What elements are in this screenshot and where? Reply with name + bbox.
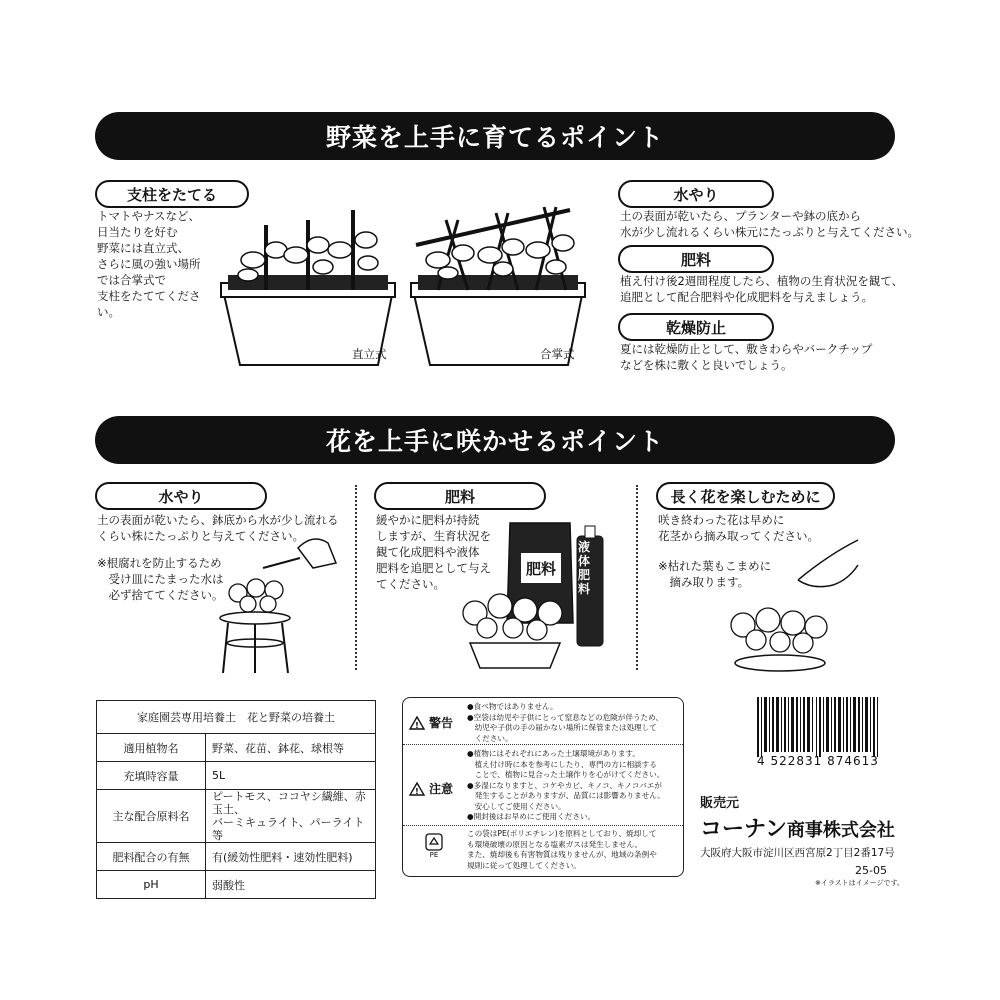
pe-label: PE (429, 851, 439, 859)
svg-text:肥料: 肥料 (525, 560, 557, 578)
seller-label: 販売元 (700, 796, 740, 811)
upright-label: 直立式 (352, 347, 387, 361)
divider-2 (636, 485, 638, 670)
dry-text: 夏には乾燥防止として、敷きわらやバークチップ などを株に敷くと良いでしょう。 (620, 342, 873, 372)
veg-water-heading: 水やり (618, 180, 774, 208)
caution-triangle-icon (409, 782, 425, 796)
pe-recycle-mark (425, 833, 443, 859)
spec-key: 適用植物名 (97, 734, 206, 762)
veg-fertilizer-heading: 肥料 (618, 245, 774, 273)
warnings-box (402, 697, 684, 877)
warning-label-text: 警告 (429, 716, 454, 730)
flower-long-note: ※枯れた葉もこまめに 摘み取ります。 (658, 559, 772, 589)
watering-can-stand-illustration (218, 528, 348, 678)
company-address: 大阪府大阪市淀川区西宮原2丁目2番17号 (700, 847, 895, 859)
spec-key: 肥料配合の有無 (97, 843, 206, 871)
spec-value: 野菜、花苗、鉢花、球根等 (206, 734, 376, 762)
liquid-fertilizer-label: 液体肥料 (578, 540, 591, 596)
flower-water-text: 土の表面が乾いたら、鉢底から水が少し流れる くらい株にたっぷりと与えてください。 (97, 513, 339, 543)
dry-heading: 乾燥防止 (618, 313, 774, 341)
warning-triangle-icon (409, 716, 425, 730)
caution-label-text: 注意 (429, 782, 454, 796)
flower-fertilizer-text: 緩やかに肥料が持続 しますが、生育状況を 観て化成肥料や液体 肥料を追肥として与え てください。 (376, 513, 491, 591)
pe-text: この袋はPE(ポリエチレン)を原料としており、焼却して も環境破壊の原因となる塩素ガスは発生しません。 また、焼却後も有害物質は残りませんが、地域の条例や 規則に従って処理してください。 (467, 829, 657, 870)
company-rest: 商事株式会社 (786, 820, 895, 841)
caution-label (409, 780, 453, 797)
flower-water-heading: 水やり (95, 482, 267, 510)
warning-text: ●食べ物ではありません。 ●空袋は幼児や子供にとって窒息などの危険が伴うため、 幼児や子供の手の届かない場所に保管または処理して ください。 (467, 702, 664, 743)
svg-text:!: ! (415, 786, 419, 796)
product-code: 25-05 (855, 864, 887, 877)
fertilizer-pot-illustration (455, 518, 625, 678)
support-heading: 支柱をたてる (95, 180, 249, 208)
upright-planter-illustration (218, 205, 398, 365)
veg-water-text: 土の表面が乾いたら、プランターや鉢の底から 水が少し流れるくらい株元にたっぷりと与えてください。 (620, 209, 919, 239)
gassho-label: 合掌式 (540, 347, 575, 361)
spec-value: 有(緩効性肥料・速効性肥料) (206, 843, 376, 871)
spec-value: ピートモス、ココヤシ繊維、赤玉土、 バーミキュライト、パーライト 等 (206, 790, 376, 843)
flower-fertilizer-heading: 肥料 (374, 482, 546, 510)
flower-long-heading: 長く花を楽しむために (656, 482, 835, 510)
spec-key: pH (97, 871, 206, 899)
caution-divider (403, 825, 683, 826)
svg-text:!: ! (415, 720, 419, 730)
caution-text: ●植物にはそれぞれにあった土壌環境があります。 植え付け時に本を参考にしたり、専門の方に相談する ことで、植物に見合った土壌作りを心がけてください。 ●多湿になりますと、コケやカビ、キノコ、キノコバエが 発生することがありますが、品質には影響ありません。 安心してご使用ください。 ●開封後はお早めにご使用ください。 (467, 749, 665, 821)
flower-water-note: ※根腐れを防止するため 受け皿にたまった水は 必ず捨ててください。 (97, 556, 224, 602)
divider-1 (355, 485, 357, 670)
warning-divider (403, 744, 683, 745)
veg-fertilizer-text: 植え付け後2週間程度したら、植物の生育状況を観て、 追肥として配合肥料や化成肥料を与えましょう。 (620, 274, 904, 304)
spec-value: 5L (206, 762, 376, 790)
table-row (97, 734, 376, 762)
spec-table (96, 700, 376, 899)
company-name (700, 812, 895, 843)
barcode-number: 4 522831 874613 (757, 754, 879, 768)
table-row (97, 843, 376, 871)
flower-section-title: 花を上手に咲かせるポイント (95, 416, 895, 464)
spec-table-header: 家庭園芸専用培養土 花と野菜の培養土 (97, 701, 376, 734)
recycle-icon (425, 833, 443, 851)
support-text: トマトやナスなど、 日当たりを好む 野菜には直立式、 さらに風の強い場所 では合掌式で 支柱をたててください。 (97, 209, 201, 319)
flower-long-text: 咲き終わった花は早めに 花茎から摘み取ってください。 (658, 513, 819, 543)
table-row (97, 762, 376, 790)
table-row (97, 790, 376, 843)
spec-value: 弱酸性 (206, 871, 376, 899)
illustration-note: ※イラストはイメージです。 (815, 879, 904, 887)
veg-section-title: 野菜を上手に育てるポイント (95, 112, 895, 160)
gassho-planter-illustration (408, 205, 588, 365)
spec-key: 充填時容量 (97, 762, 206, 790)
company-kana: コーナン (700, 817, 787, 842)
table-row (97, 871, 376, 899)
picking-flowers-illustration (718, 535, 868, 675)
warning-label (409, 714, 453, 731)
spec-key: 主な配合原料名 (97, 790, 206, 843)
